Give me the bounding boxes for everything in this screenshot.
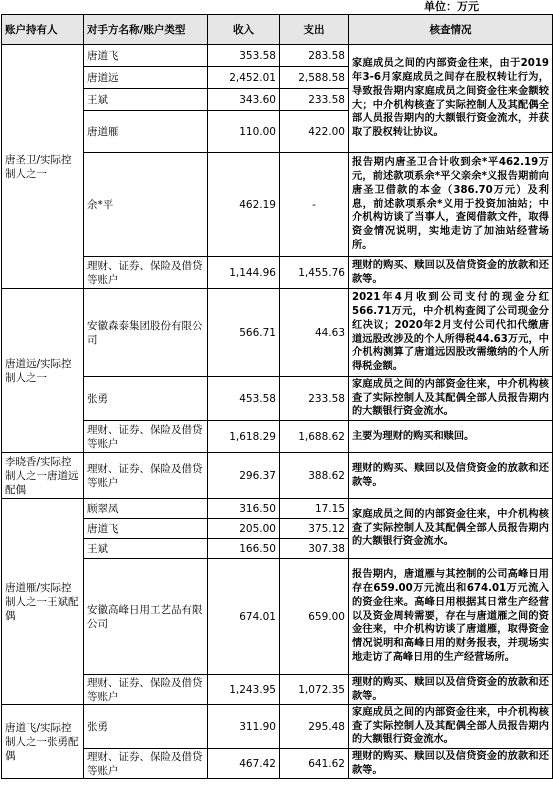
counterparty-cell: 唐道远 (84, 67, 208, 89)
counterparty-cell: 理财、证券、保险及借贷等账户 (84, 749, 208, 779)
counterparty-cell: 安徽森泰集团股份有限公司 (84, 289, 208, 377)
income-cell: 566.71 (208, 289, 280, 377)
table-row (2, 289, 553, 377)
expense-cell: 233.58 (280, 377, 349, 421)
expense-cell: 2,588.58 (280, 67, 349, 89)
holder-cell: 唐道雁/实际控制人之一王斌配偶 (2, 499, 84, 705)
expense-cell: 659.00 (280, 559, 349, 675)
verification-cell: 报告期内，唐道雁与其控制的公司高峰日用存在659.00万元流出和674.01万元流入的资金往来。高峰日用根据其日常生产经营以及资金周转需要，存在与唐道雁之间的资金往来，中介机构访谈了唐道雁，取得资金情况说明和高峰日用的财务报表，并现场实地走访了高峰日用的生产经营场所。 (349, 559, 553, 675)
holder-cell: 唐道飞/实际控制人之一张勇配偶 (2, 705, 84, 779)
counterparty-cell: 理财、证券、保险及借贷等账户 (84, 675, 208, 705)
verification-cell: 家庭成员之间的内部资金往来，中介机构核查了实际控制人及其配偶全部人员报告期内的大额银行资金流水。 (349, 499, 553, 559)
expense-cell: - (280, 153, 349, 257)
header-row (2, 15, 553, 45)
verification-cell: 报告期内唐圣卫合计收到余*平462.19万元，前述款项系余*平父亲余*义报告期前向唐圣卫借款的本金（386.70万元）及利息，前述款项系余*义用于投资加油站；中介机构访谈了当事人，查阅借款文件，取得资金情况说明，实地走访了加油站经营场所。 (349, 153, 553, 257)
counterparty-cell: 唐道雁 (84, 111, 208, 153)
counterparty-cell: 理财、证券、保险及借贷等账户 (84, 453, 208, 499)
expense-cell: 44.63 (280, 289, 349, 377)
verification-cell: 理财的购买、赎回以及信贷资金的放款和还款等。 (349, 257, 553, 289)
expense-cell: 388.62 (280, 453, 349, 499)
income-cell: 453.58 (208, 377, 280, 421)
counterparty-cell: 张勇 (84, 705, 208, 749)
table-row (2, 675, 553, 705)
unit-label: 单位：万元 (424, 0, 479, 13)
income-cell: 205.00 (208, 519, 280, 539)
verification-cell: 理财的购买、赎回以及信贷资金的放款和还款等。 (349, 749, 553, 779)
header-expense: 支出 (280, 15, 349, 45)
table-row (2, 257, 553, 289)
table-row (2, 45, 553, 67)
expense-cell: 1,688.62 (280, 421, 349, 453)
table-row (2, 499, 553, 519)
income-cell: 1,144.96 (208, 257, 280, 289)
verification-cell: 2021年4月收到公司支付的现金分红566.71万元，中介机构查阅了公司现金分红决议；2020年2月支付公司代扣代缴唐道远股改涉及的个人所得税44.63万元，中介机构测算了唐道远因股改需缴纳的个人所得税金额。 (349, 289, 553, 377)
table-row (2, 377, 553, 421)
counterparty-cell: 余*平 (84, 153, 208, 257)
header-counterparty: 对手方名称/账户类型 (84, 15, 208, 45)
counterparty-cell: 顾翠凤 (84, 499, 208, 519)
expense-cell: 307.38 (280, 539, 349, 559)
verification-cell: 家庭成员之间的内部资金往来，由于2019年3-6月家庭成员之间存在股权转让行为，导致报告期内家庭成员之间资金往来金额较大；中介机构核查了实际控制人及其配偶全部人员报告期内的大额银行资金流水，并获取了股权转让协议。 (349, 45, 553, 153)
verification-cell: 家庭成员之间的内部资金往来，中介机构核查了实际控制人及其配偶全部人员报告期内的大额银行资金流水。 (349, 377, 553, 421)
income-cell: 343.60 (208, 89, 280, 111)
expense-cell: 1,072.35 (280, 675, 349, 705)
income-cell: 1,618.29 (208, 421, 280, 453)
income-cell: 353.58 (208, 45, 280, 67)
expense-cell: 1,455.76 (280, 257, 349, 289)
header-holder: 账户持有人 (2, 15, 84, 45)
counterparty-cell: 理财、证券、保险及借贷等账户 (84, 257, 208, 289)
holder-cell: 唐圣卫/实际控制人之一 (2, 45, 84, 289)
income-cell: 674.01 (208, 559, 280, 675)
counterparty-cell: 唐道飞 (84, 519, 208, 539)
counterparty-cell: 理财、证券、保险及借贷等账户 (84, 421, 208, 453)
counterparty-cell: 张勇 (84, 377, 208, 421)
expense-cell: 17.15 (280, 499, 349, 519)
income-cell: 316.50 (208, 499, 280, 519)
table-row (2, 421, 553, 453)
income-cell: 2,452.01 (208, 67, 280, 89)
income-cell: 1,243.95 (208, 675, 280, 705)
table-row (2, 705, 553, 749)
counterparty-cell: 王斌 (84, 539, 208, 559)
income-cell: 110.00 (208, 111, 280, 153)
counterparty-cell: 王斌 (84, 89, 208, 111)
holder-cell: 李晓香/实际控制人之一唐道远配偶 (2, 453, 84, 499)
table-row (2, 153, 553, 257)
income-cell: 296.37 (208, 453, 280, 499)
verification-cell: 主要为理财的购买和赎回。 (349, 421, 553, 453)
income-cell: 462.19 (208, 153, 280, 257)
expense-cell: 375.12 (280, 519, 349, 539)
income-cell: 166.50 (208, 539, 280, 559)
expense-cell: 422.00 (280, 111, 349, 153)
holder-cell: 唐道远/实际控制人之一 (2, 289, 84, 453)
expense-cell: 295.48 (280, 705, 349, 749)
table-row (2, 453, 553, 499)
expense-cell: 641.62 (280, 749, 349, 779)
verification-cell: 理财的购买、赎回以及信贷资金的放款和还款等。 (349, 675, 553, 705)
table-row (2, 559, 553, 675)
verification-cell: 理财的购买、赎回以及信贷资金的放款和还款等。 (349, 453, 553, 499)
expense-cell: 283.58 (280, 45, 349, 67)
income-cell: 311.90 (208, 705, 280, 749)
income-cell: 467.42 (208, 749, 280, 779)
verification-cell: 家庭成员之间的内部资金往来，中介机构核查了实际控制人及其配偶全部人员报告期内的大额银行资金流水。 (349, 705, 553, 749)
table-row (2, 749, 553, 779)
counterparty-cell: 唐道飞 (84, 45, 208, 67)
header-verification: 核查情况 (349, 15, 553, 45)
fund-flow-table (1, 14, 553, 779)
header-income: 收入 (208, 15, 280, 45)
expense-cell: 233.58 (280, 89, 349, 111)
counterparty-cell: 安徽高峰日用工艺品有限公司 (84, 559, 208, 675)
